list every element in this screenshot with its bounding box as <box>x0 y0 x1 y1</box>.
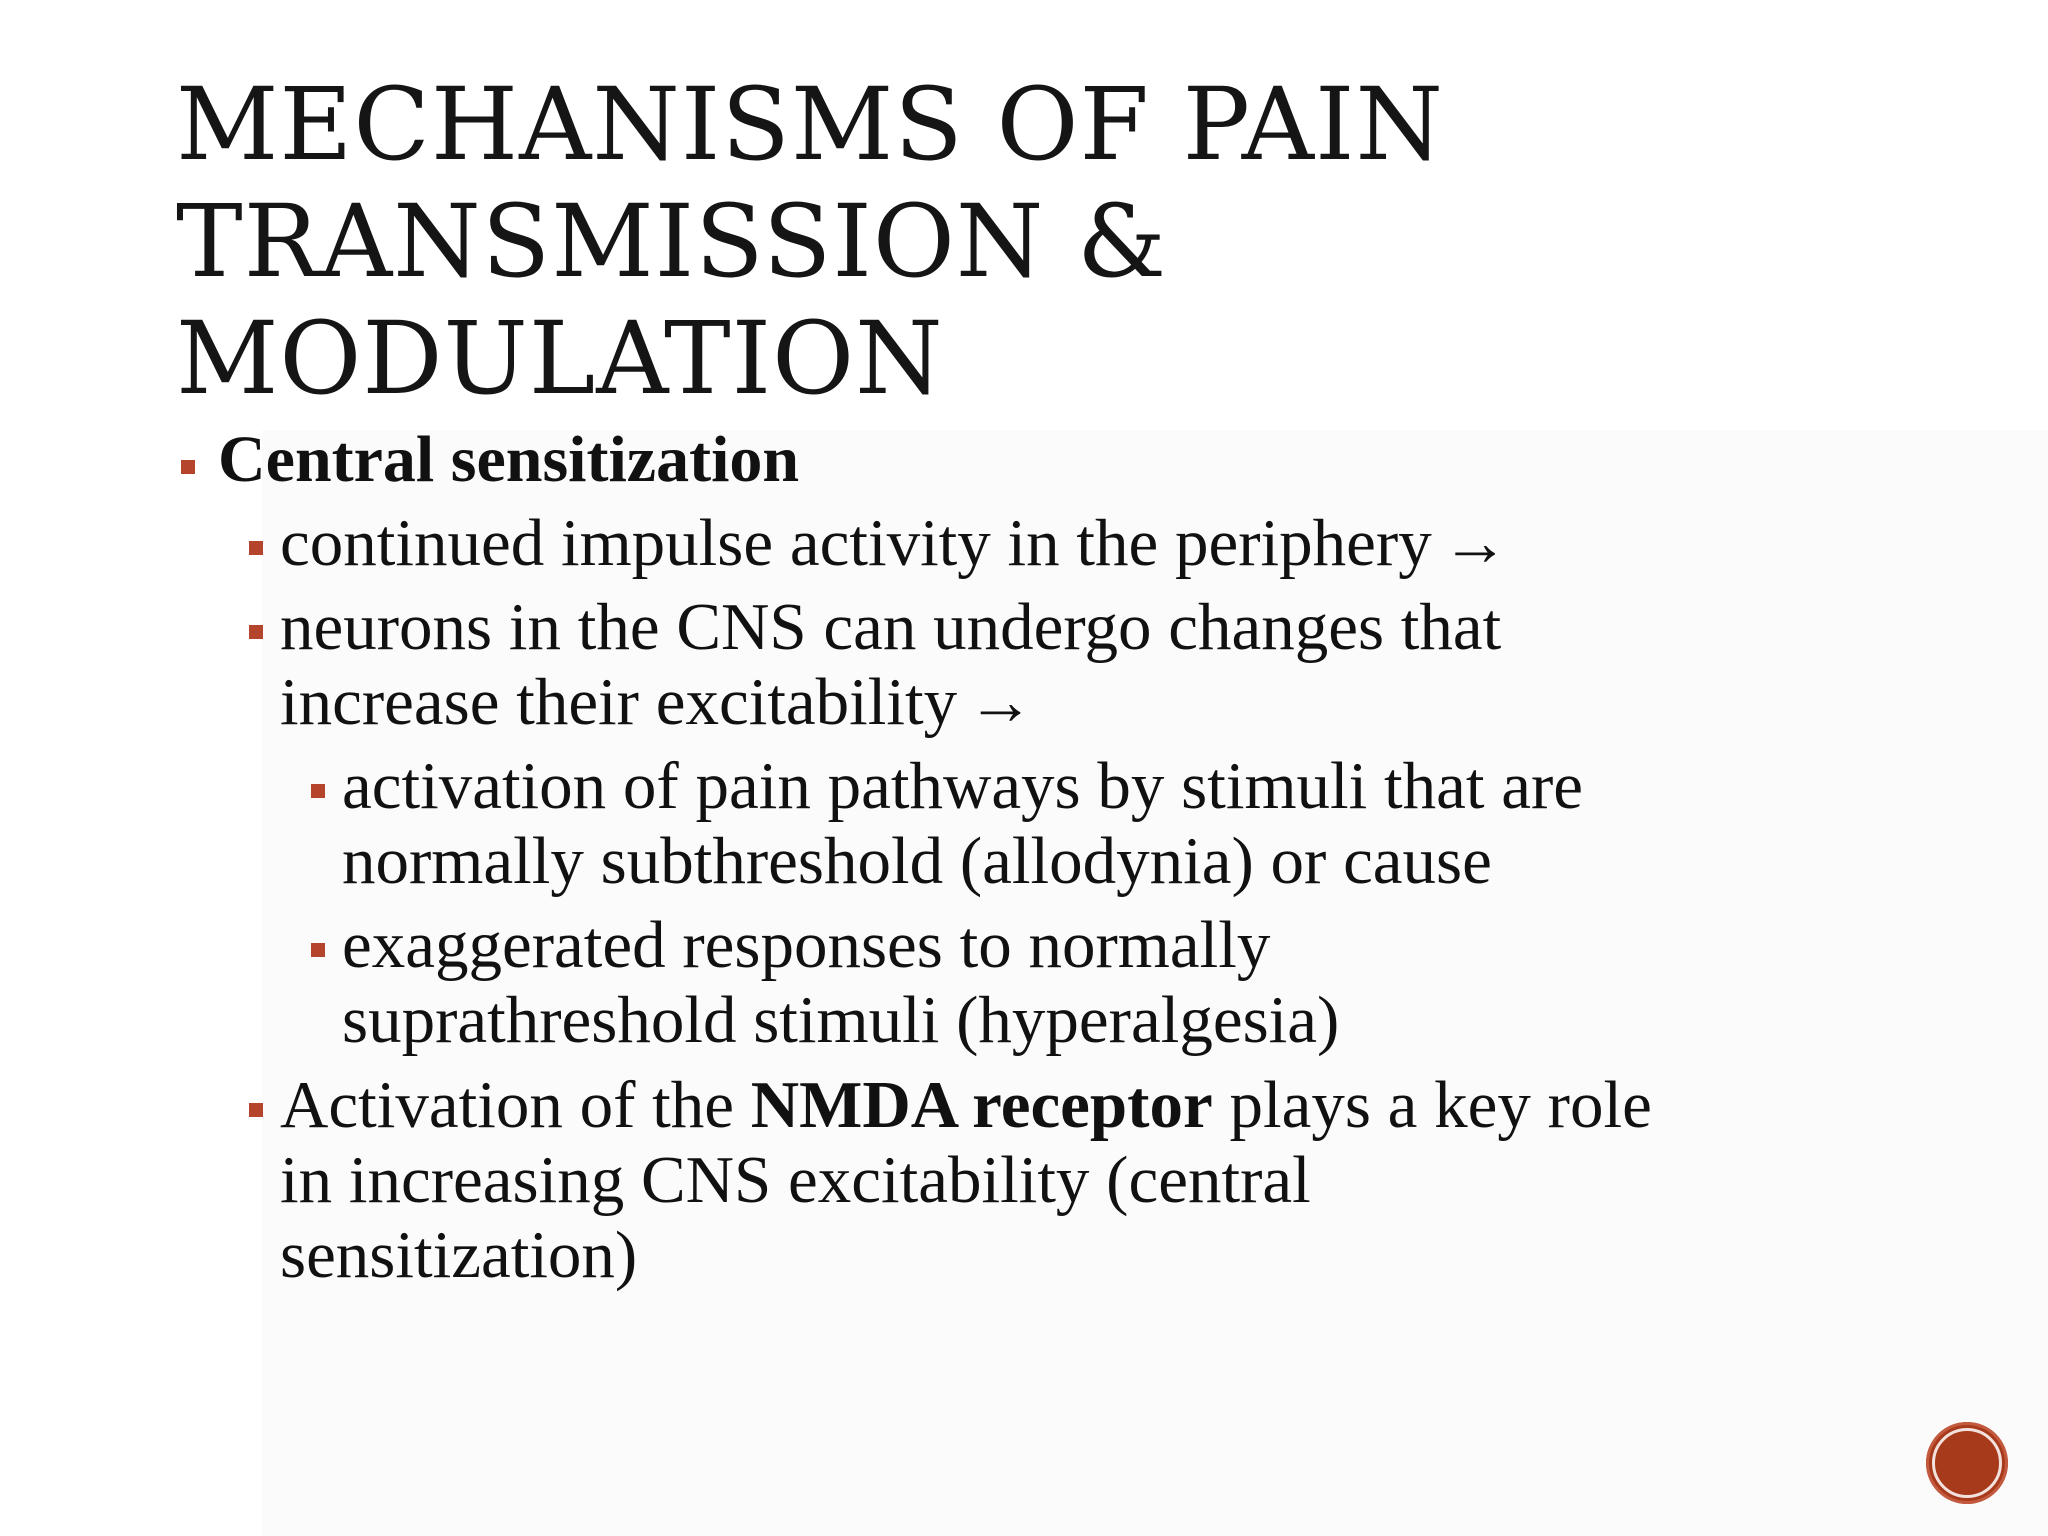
bullet-text-suffix: plays a key role <box>1229 1068 1652 1142</box>
bullet-text-line-3: sensitization) <box>280 1218 638 1292</box>
right-arrow-icon: → <box>1441 506 1509 580</box>
bullet-neurons-changes <box>280 590 1876 740</box>
slide-navigation-button[interactable] <box>1926 1422 2008 1504</box>
bullet-hyperalgesia <box>342 908 1876 1058</box>
bullet-text-prefix: Activation of the <box>280 1068 734 1142</box>
square-bullet-icon <box>249 625 263 639</box>
bullet-text-line-2: normally subthreshold (allodynia) or cause <box>342 824 1492 898</box>
title-line-3: MODULATION <box>176 300 944 417</box>
bullet-text-line-1: neurons in the CNS can undergo changes that <box>280 590 1502 664</box>
nmda-receptor-emphasis: NMDA receptor <box>750 1068 1213 1142</box>
right-arrow-icon: → <box>967 665 1035 739</box>
bullet-text-line-1: exaggerated responses to normally <box>342 908 1271 982</box>
bullet-text: continued impulse activity in the periphery <box>280 506 1432 580</box>
square-bullet-icon <box>311 784 325 798</box>
title-line-1: MECHANISMS OF PAIN <box>176 66 1444 183</box>
bullet-allodynia <box>342 749 1876 899</box>
bullet-central-sensitization <box>176 422 1876 497</box>
bullet-continued-impulse <box>280 506 1876 581</box>
bullet-text-line-2: increase their excitability <box>280 665 958 739</box>
title-line-2: TRANSMISSION & <box>176 183 1168 300</box>
bullet-text-line-2: suprathreshold stimuli (hyperalgesia) <box>342 983 1340 1057</box>
square-bullet-icon <box>249 541 263 555</box>
slide-title <box>176 66 1876 417</box>
slide-body <box>176 422 1876 1293</box>
bullet-text-line-1: activation of pain pathways by stimuli that are <box>342 749 1584 823</box>
bullet-text-line-2: in increasing CNS excitability (central <box>280 1143 1311 1217</box>
circle-button-icon <box>1932 1428 2002 1498</box>
square-bullet-icon <box>181 460 195 474</box>
bullet-nmda-receptor <box>280 1068 1876 1293</box>
square-bullet-icon <box>311 943 325 957</box>
square-bullet-icon <box>249 1103 263 1117</box>
bullet-text: Central sensitization <box>218 423 800 496</box>
